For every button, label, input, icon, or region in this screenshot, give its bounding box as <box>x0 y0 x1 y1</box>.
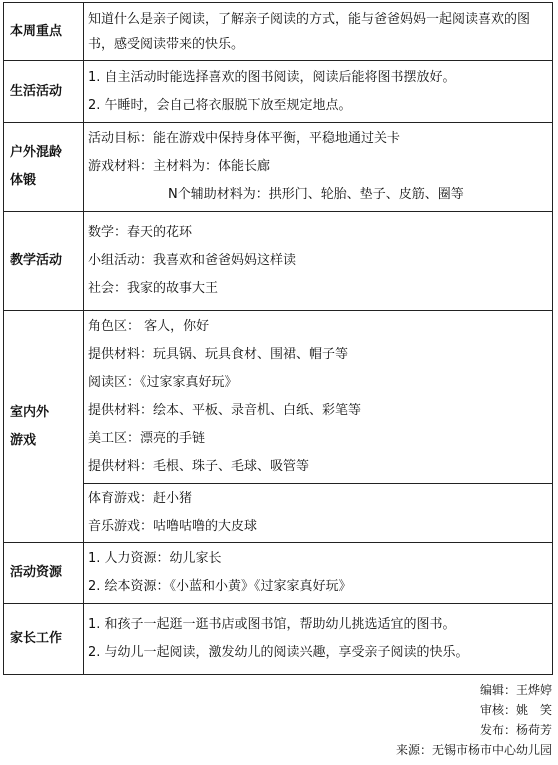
table-row-indoor-games <box>4 311 553 484</box>
table-row-parents <box>4 604 553 675</box>
list-item: 美工区：漂亮的手链 <box>88 431 206 446</box>
table-row-teaching <box>4 212 553 311</box>
row-label-teaching: 教学活动 <box>4 212 84 311</box>
row-content-life <box>84 61 553 123</box>
table-row-outdoor <box>4 123 553 212</box>
list-item: 小组活动：我喜欢和爸爸妈妈这样读 <box>88 253 297 268</box>
list-item: 2. 绘本资源：《小蓝和小黄》《过家家真好玩》 <box>88 579 352 594</box>
row-content-indoor-games <box>84 311 553 484</box>
row-content-focus <box>84 3 553 61</box>
row-content-outdoor-games <box>84 484 553 543</box>
editor-credit: 编辑：王烨婷 <box>479 683 552 697</box>
list-item: 活动目标：能在游戏中保持身体平衡，平稳地通过关卡 <box>88 131 401 146</box>
row-label-parents: 家长工作 <box>4 604 84 675</box>
row-label-line: 游戏 <box>10 432 37 448</box>
list-item: 角色区： 客人，你好 <box>88 319 210 334</box>
list-item: 音乐游戏：咕噜咕噜的大皮球 <box>88 519 258 534</box>
row-label-resources: 活动资源 <box>4 543 84 604</box>
row-label-games <box>4 311 84 543</box>
row-label-line: 户外混龄 <box>10 145 63 160</box>
row-label-outdoor <box>4 123 84 212</box>
focus-text: 知道什么是亲子阅读，了解亲子阅读的方式，能与爸爸妈妈一起阅读喜欢的图书，感受阅读带来的快乐。 <box>88 11 531 52</box>
list-item: 2. 午睡时，会自己将衣服脱下放至规定地点。 <box>88 97 352 113</box>
row-content-parents <box>84 604 553 675</box>
list-item: 2. 与幼儿一起阅读，激发幼儿的阅读兴趣，享受亲子阅读的快乐。 <box>88 645 469 660</box>
source-credit: 来源：无锡市杨市中心幼儿园 <box>395 743 552 757</box>
weekly-plan-table <box>3 2 553 675</box>
row-content-teaching <box>84 212 553 311</box>
list-item: 1. 和孩子一起逛一逛书店或图书馆，帮助幼儿挑选适宜的图书。 <box>88 617 456 632</box>
row-label-focus: 本周重点 <box>4 3 84 61</box>
row-label-life: 生活活动 <box>4 61 84 123</box>
list-item: 阅读区：《过家家真好玩》 <box>88 375 238 390</box>
row-content-resources <box>84 543 553 604</box>
row-label-line: 体锻 <box>10 173 37 188</box>
list-item: 社会：我家的故事大王 <box>88 281 219 296</box>
reviewer-credit: 审核：姚 笑 <box>479 703 552 717</box>
list-item: 提供材料：玩具锅、玩具食材、围裙、帽子等 <box>88 347 349 362</box>
table-row-outdoor-games <box>4 484 553 543</box>
list-item: 游戏材料：主材料为：体能长廊 <box>88 159 271 174</box>
row-label-line: 室内外 <box>10 404 50 420</box>
table-row-life <box>4 61 553 123</box>
list-item: 提供材料：毛根、珠子、毛球、吸管等 <box>88 459 310 474</box>
table-row-focus <box>4 3 553 61</box>
list-item: N个辅助材料为：拱形门、轮胎、垫子、皮筋、圈等 <box>168 187 464 202</box>
row-content-outdoor <box>84 123 553 212</box>
list-item: 1. 自主活动时能选择喜欢的图书阅读，阅读后能将图书摆放好。 <box>88 69 456 85</box>
publisher-credit: 发布：杨荷芳 <box>479 723 552 737</box>
list-item: 1. 人力资源：幼儿家长 <box>88 551 222 566</box>
list-item: 提供材料：绘本、平板、录音机、白纸、彩笔等 <box>88 403 362 418</box>
list-item: 数学：春天的花环 <box>88 225 193 240</box>
credits-footer <box>396 680 552 760</box>
table-row-resources <box>4 543 553 604</box>
list-item: 体育游戏：赶小猪 <box>88 491 193 506</box>
